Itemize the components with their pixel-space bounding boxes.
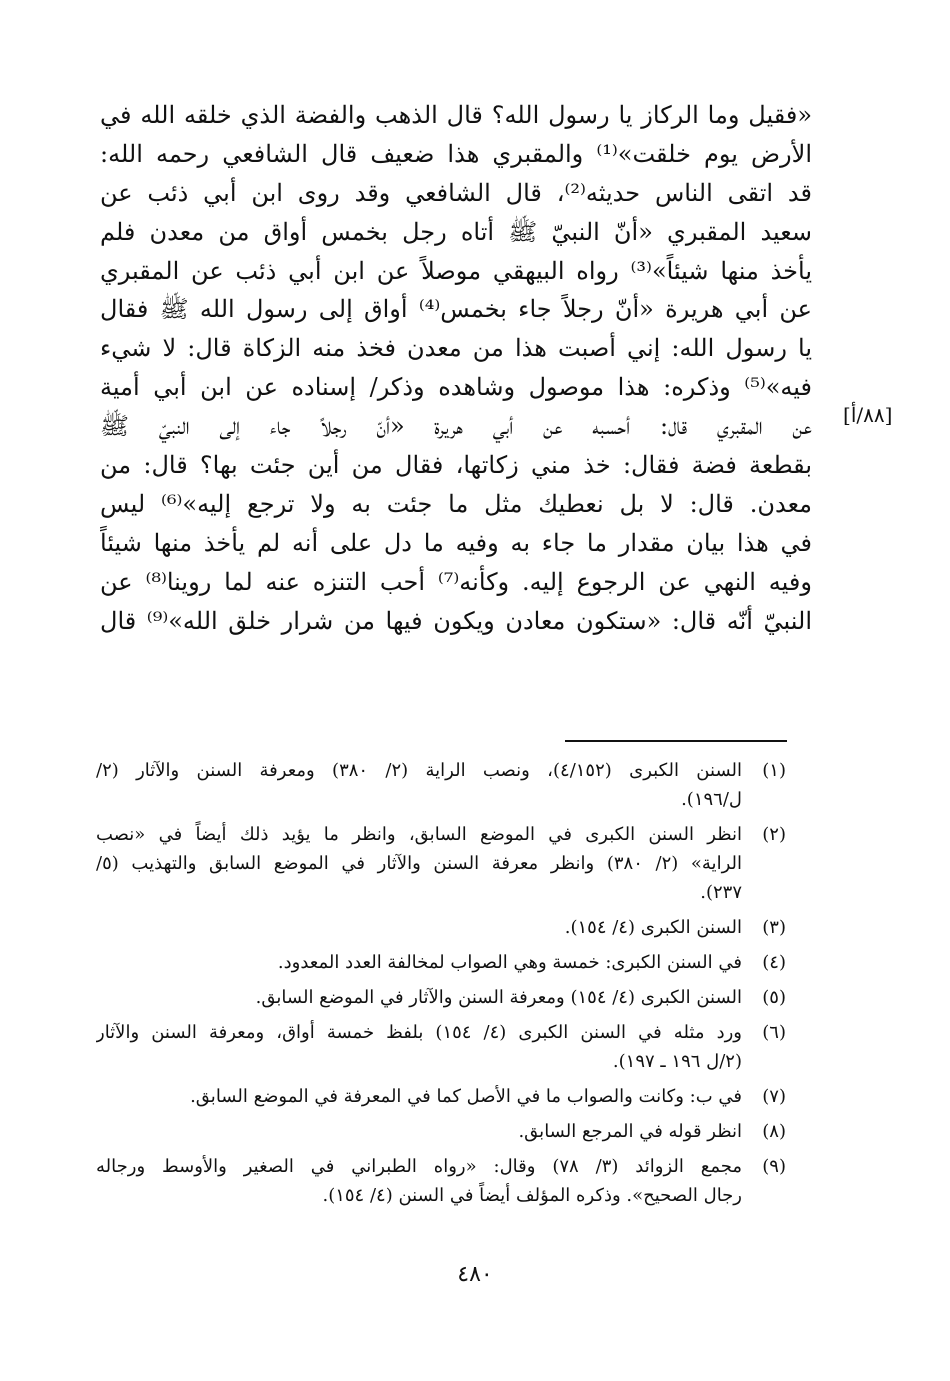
footnote-line: السنن الكبرى (٤/١٥٢)، ونصب الراية (٢/ ٣٨٠) ومعرفة السنن والآثار (٢/: [96, 760, 742, 781]
footnote-line: في ب: وكانت والصواب ما في الأصل كما في المعرفة في الموضع السابق.: [190, 1086, 742, 1107]
main-text: [100, 96, 812, 640]
footnote-line: ورد مثله في السنن الكبرى (٤/ ١٥٤) بلفظ خمسة أواق، ومعرفة السنن والآثار: [96, 1022, 742, 1043]
text-line: «فقيل وما الركاز يا رسول الله؟ قال الذهب والفضة الذي خلقه الله في: [100, 101, 812, 129]
footnote-number: (٧): [762, 1086, 786, 1107]
footnote-line: انظر قوله في المرجع السابق.: [518, 1121, 742, 1142]
footnote-1: [96, 756, 786, 814]
text-line: وفيه النهي عن الرجوع إليه. وكأنه⁽⁷⁾ أحب التنزه عنه لما روينا⁽⁸⁾ عن: [100, 567, 812, 596]
text-line: معدن. قال: لا بل نعطيك مثل ما جئت به ولا ترجع إليه»⁽⁶⁾ ليس: [100, 489, 812, 518]
footnote-number: (٩): [762, 1156, 786, 1177]
footnote-separator: [565, 740, 787, 742]
text-line: عن أبي هريرة «أنّ رجلاً جاء بخمس⁽⁴⁾ أواق إلى رسول الله ﷺ فقال: [100, 295, 812, 324]
text-line: في هذا بيان مقدار ما جاء به وفيه ما دل على أنه لم يأخذ منها شيئاً: [100, 528, 812, 557]
text-line: يأخذ منها شيئاً»⁽³⁾ رواه البيهقي موصلاً عن ابن أبي ذئب عن المقبري: [100, 256, 812, 285]
footnotes: [96, 756, 786, 1216]
footnote-number: (٨): [762, 1121, 786, 1142]
footnote-7: [96, 1082, 786, 1111]
footnote-line: انظر السنن الكبرى في الموضع السابق، وانظر ما يؤيد ذلك أيضاً في «نصب: [96, 824, 742, 845]
text-line: سعيد المقبري «أنّ النبيّ ﷺ أتاه رجل بخمس أواق من معدن فلم: [100, 217, 812, 246]
footnote-line: ٢٣٧).: [700, 882, 742, 903]
footnote-number: (٢): [762, 824, 786, 845]
text-line: يا رسول الله: إني أصبت هذا من معدن فخذ منه الزكاة قال: لا شيء: [100, 334, 812, 363]
footnote-line: الراية» (٢/ ٣٨٠) وانظر معرفة السنن والآثار في الموضع السابق والتهذيب (٥/: [96, 853, 742, 874]
footnote-number: (٣): [762, 917, 786, 938]
footnote-2: [96, 820, 786, 907]
footnote-3: [96, 913, 786, 942]
text-line: بقطعة فضة فقال: خذ مني زكاتها، فقال من أين جئت بها؟ قال: من: [100, 451, 812, 480]
text-line: عن المقبري قال: أحسبه عن أبي هريرة «أنّ رجلاً جاء إلى النبيّ ﷺ: [100, 412, 812, 441]
footnote-number: (١): [762, 760, 786, 781]
footnote-line: السنن الكبرى (٤/ ١٥٤).: [564, 917, 742, 938]
footnote-line: ل/١٩٦).: [681, 789, 742, 810]
footnote-line: في السنن الكبرى: خمسة وهي الصواب لمخالفة العدد المعدود.: [277, 952, 742, 973]
footnote-4: [96, 948, 786, 977]
footnote-line: رجال الصحيح». وذكره المؤلف أيضاً في السنن (٤/ ١٥٤).: [322, 1185, 742, 1206]
footnote-6: [96, 1018, 786, 1076]
footnote-line: (٢/ل ١٩٦ ـ ١٩٧).: [612, 1051, 742, 1072]
footnote-number: (٦): [762, 1022, 786, 1043]
text-line: الأرض يوم خلقت»⁽¹⁾ والمقبري هذا ضعيف قال الشافعي رحمه الله:: [100, 139, 812, 168]
text-line: النبيّ أنّه قال: «ستكون معادن ويكون فيها من شرار خلق الله»⁽⁹⁾ قال: [100, 606, 812, 635]
page-number: ٤٨٠: [457, 1262, 493, 1287]
footnote-line: مجمع الزوائد (٣/ ٧٨) وقال: «رواه الطبراني في الصغير والأوسط ورجاله: [96, 1156, 742, 1177]
text-line: قد اتقى الناس حديثه⁽²⁾، قال الشافعي وقد روى ابن أبي ذئب عن: [100, 178, 812, 207]
footnote-9: [96, 1152, 786, 1210]
footnote-line: السنن الكبرى (٤/ ١٥٤) ومعرفة السنن والآثار في الموضع السابق.: [255, 987, 742, 1008]
footnote-number: (٥): [762, 987, 786, 1008]
footnote-8: [96, 1117, 786, 1146]
footnote-5: [96, 983, 786, 1012]
footnote-number: (٤): [762, 952, 786, 973]
text-line: فيه»⁽⁵⁾ وذكره: هذا موصول وشاهده وذكر/ إسناده عن ابن أبي أمية: [100, 373, 812, 402]
manuscript-folio-marker: [٨٨/أ]: [843, 403, 893, 427]
